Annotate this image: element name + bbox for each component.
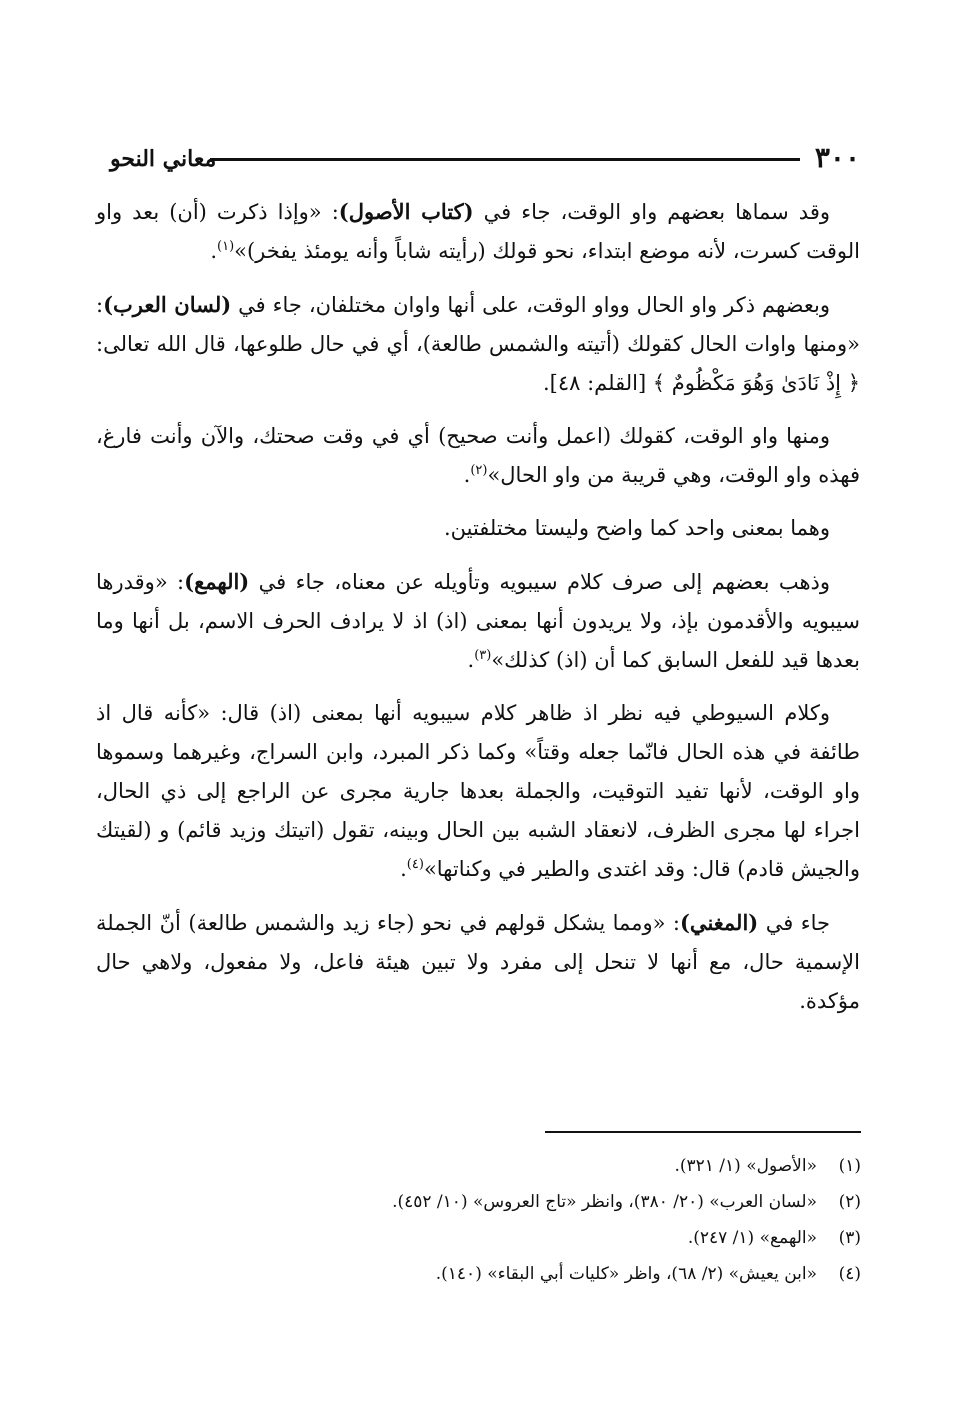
paragraph-text: . (400, 857, 407, 881)
footnote-ref: (٤) (406, 857, 424, 872)
body-text (96, 192, 860, 1035)
footnote-2 (161, 1184, 861, 1220)
paragraph-text: . (463, 463, 471, 487)
page-header (110, 140, 860, 180)
paragraph-7 (96, 903, 860, 1021)
footnote-text: «لسان العرب» (٢٠/ ٣٨٠)، وانظر «تاج العروس» (١٠/ ٤٥٢). (392, 1192, 817, 1212)
source-title: (كتاب الأصول) (338, 199, 474, 224)
paragraph-6 (96, 694, 860, 889)
footnote-ref: (٢) (470, 463, 488, 478)
footnote-text: «الأصول» (١/ ٣٢١). (674, 1156, 817, 1176)
paragraph-text: وقد سماها بعضهم واو الوقت، جاء في (473, 200, 830, 224)
paragraph-text: وبعضهم ذكر واو الحال وواو الوقت، على أنها واوان مختلفان، جاء في (231, 293, 830, 317)
footnote-number: (٣) (838, 1228, 861, 1248)
footnote-ref: (٣) (474, 648, 492, 663)
paragraph-text: جاء في (758, 911, 830, 935)
footnote-number: (٤) (838, 1264, 861, 1284)
source-title: (لسان العرب) (103, 292, 232, 317)
footnote-number: (٢) (838, 1192, 861, 1212)
footnote-separator (545, 1131, 861, 1133)
footnotes (161, 1148, 861, 1292)
footnote-1 (161, 1148, 861, 1184)
paragraph-text: وذهب بعضهم إلى صرف كلام سيبويه وتأويله عن معناه، جاء في (249, 570, 831, 594)
page-number: ٣٠٠ (814, 141, 860, 174)
source-title: (الهمع) (184, 569, 250, 594)
footnote-text: «الهمع» (١/ ٢٤٧). (687, 1228, 817, 1248)
paragraph-4 (96, 509, 860, 548)
footnote-4 (161, 1256, 861, 1292)
paragraph-5 (96, 562, 860, 680)
header-rule (210, 158, 800, 161)
paragraph-text: وهما بمعنى واحد كما واضح وليستا مختلفتين. (443, 516, 830, 540)
running-title: معاني النحو (110, 146, 217, 172)
paragraph-2 (96, 285, 860, 403)
footnote-ref: (١) (217, 239, 235, 254)
paragraph-text: : «ومما يشكل قولهم في نحو (جاء زيد والشمس طالعة) أنّ الجملة الإسمية حال، مع أنها لا تنحل إلى مفرد ولا تبين هيئة فاعل، ولا مفعول، ولاهي حال مؤكدة. (96, 911, 860, 1013)
source-title: (المغني) (680, 910, 759, 935)
paragraph-text: : «وقدرها سيبويه والأقدمون بإذ، ولا يريدون أنها بمعنى (اذ) اذ لا يرادف الحرف الاسم، بل أنها وما بعدها قيد للفعل السابق كما أن (اذ) كذلك» (96, 570, 860, 672)
paragraph-3 (96, 417, 860, 495)
footnote-text: «ابن يعيش» (٢/ ٦٨)، واظر «كليات أبي البقاء» (١٤٠). (435, 1264, 817, 1284)
paragraph-text: وكلام السيوطي فيه نظر اذ ظاهر كلام سيبويه أنها بمعنى (اذ) قال: «كأنه قال اذ طائفة في هذه الحال فانّما جعله وقتاً» وكما ذكر المبرد، وابن السراج، وغيرهما وسموها واو الوقت، لأنها تفيد التوقيت، والجملة بعدها جارية مجرى عن الراجع إلى ذي الحال، اجراء لها مجرى الظرف، لانعقاد الشبه بين الحال وبينه، تقول (اتيتك وزيد قائم) و (لقيتك والجيش قادم) قال: وقد اغتدى والطير في وكناتها» (96, 701, 860, 881)
footnote-3 (161, 1220, 861, 1256)
paragraph-text: ومنها واو الوقت، كقولك (اعمل وأنت صحيح) أي في وقت صحتك، والآن وأنت فارغ، فهذه واو الوقت، وهي قريبة من واو الحال» (96, 424, 860, 487)
footnote-number: (١) (838, 1156, 861, 1176)
paragraph-text: : «ومنها واوات الحال كقولك (أتيته والشمس طالعة)، أي في حال طلوعها، قال الله تعالى: ﴿ إِذْ نَادَىٰ وَهُوَ مَكْظُومٌ ﴾ [القلم: ٤٨]. (96, 293, 860, 395)
paragraph-1 (96, 192, 860, 271)
paragraph-text: : «وإذا ذكرت (أن) بعد واو الوقت كسرت، لأنه موضع ابتداء، نحو قولك (رأيته شاباً وأنه يومئذ يفخر)» (96, 200, 860, 263)
paragraph-text: . (210, 239, 217, 263)
paragraph-text: . (467, 648, 475, 672)
